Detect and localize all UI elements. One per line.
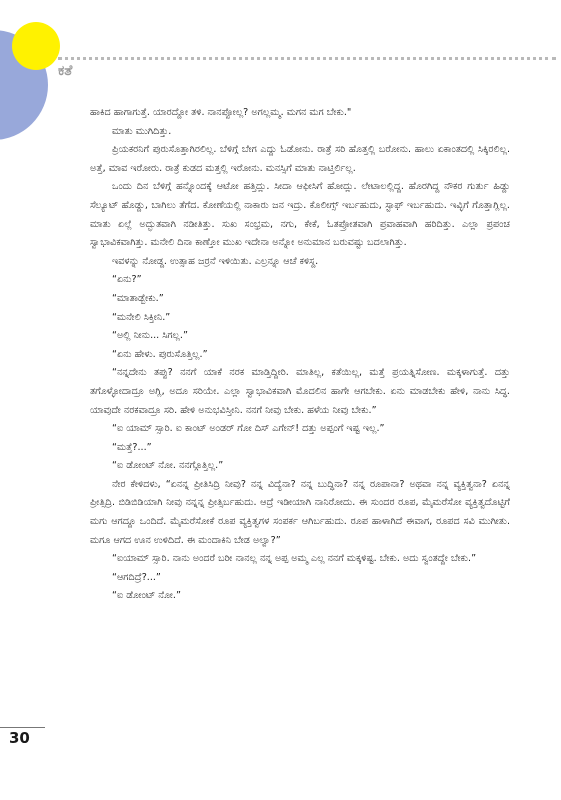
dialogue-paragraph: ನೇರ ಕೇಳಿದಳು, “ಏನನ್ನ ಪ್ರೀತಿಸಿದ್ರಿ ನೀವು? ನನ್ನ ವಿದ್ಯೆನಾ? ನನ್ನ ಬುದ್ಧಿನಾ? ನನ್ನ ರೂಪಾನಾ? ಅಥವಾ ನನ್ನ ವ್ಯಕ್ತಿತ್ವನಾ? ಏನನ್ನ ಪ್ರೀತ್ಸಿದ್ರಿ. ಬಿಡಿಬಿಡಿಯಾಗಿ ನೀವು ನನ್ನನ್ನ ಪ್ರೀತ್ಸಿರ್ಬಹುದು. ಆದ್ರೆ ಇಡೀಯಾಗಿ ನಾನಿರೋದು. ಈ ಸುಂದರ ರೂಪ, ಮೈಮರೆಸೋ ವ್ಯಕ್ತಿತ್ವದೊಟ್ಟಿಗೆ ಮಗು ಆಗದ್ದೂ ಒಂದಿದೆ. ಮೈಮರೆಸೋಕೆ ರೂಪ ವ್ಯಕ್ತಿತ್ವಗಳ ಸಂಪರ್ಕ ಆಗಿರ್ಬಹುದು. ರೂಪ ಹಾಳಾಗಿದೆ ಈವಾಗ, ರೂಪದ ಸವಿ ಮುಗೀತು. ಮಗೂ ಆಗದ ಊನ ಉಳಿದಿದೆ. ಈ ಮಂದಾಕಿನಿ ಬೇಡ ಅಲ್ವಾ?” <box>90 478 510 546</box>
paragraph: ಒಂದು ದಿನ ಬೆಳಿಗ್ಗೆ ಹನ್ನೊಂದಕ್ಕೆ ಆಟೋ ಹತ್ತಿದ್ಲು. ಸೀದಾ ಆಫೀಸಿಗೆ ಹೋದ್ಲು. ಲೇಟಾಲಲ್ಲಿದ್ದ. ಹೊರಗಿದ್ದ ನೌಕರ ಗುರ್ತು ಹಿಡ್ದು ಸೆಲ್ಯೂಟ್ ಹೊಡ್ದು, ಬಾಗಿಲು ತೆಗೆದ. ಕೋಣೆಯಲ್ಲಿ ನಾಕಾರು ಜನ ಇದ್ರು. ಕೊಲೀಗ್ಸ್ ಇರ್ಬಹುದು, ಸ್ಟಾಫ್ ಇರ್ಬಹುದು. ಇವ್ಳಿಗೆ ಗೊತ್ತಾಗ್ಲಿಲ್ಲ. ಮಾತು ಏಲ್ಲೆ ಅದ್ಭುತವಾಗಿ ನಡೀತಿತ್ತು. ಸುಖ ಸಂಭ್ರಮ, ನಗು, ಕೇಕೆ, ಓತಪ್ರೋತವಾಗಿ ಪ್ರವಾಹವಾಗಿ ಹರಿದಿತ್ತು. ಎಲ್ಲಾ ಪ್ರಪಂಚ ಸ್ವಾಭಾವಿಕವಾಗಿತ್ತು. ಮನೇಲಿ ದಿನಾ ಕಾಣ್ತೋ ಮುಖ ಇದೇನಾ ಅನ್ನೋ ಅನುಮಾನ ಬರುವಷ್ಟು ಬದಲಾಗಿತ್ತು. <box>90 181 510 249</box>
decorative-yellow-circle <box>12 22 60 70</box>
dotted-header-rule <box>58 57 556 60</box>
dialogue-paragraph: “ಐಯಾಮ್ ಸ್ಸಾರಿ. ನಾನು ಅಂದರೆ ಬರೀ ನಾನಲ್ಲ ನನ್ನ ಅಪ್ಪ ಅಮ್ಮ ಎಲ್ಲ ನನಗೆ ಮಕ್ಕಳಿಷ್ಟ. ಬೇಕು. ಅದು ಸ್ವಂತದ್ದೇ ಬೇಕು.” <box>112 553 477 565</box>
dialogue-line: “ಐ ಯಾಮ್ ಸ್ಸಾರಿ. ಐ ಕಾಂಟ್ ಅಂಡರ್ ಗೋ ದಿಸ್ ಎಗೇನ್! ದತ್ತು ಅಪ್ಪಂಗೆ ಇಷ್ಟ ಇಲ್ಲ.” <box>112 423 385 435</box>
dialogue-line: “ಮತ್ತೆ?...” <box>112 441 152 453</box>
dialogue-line: “ಮನೇಲಿ ಸಿಕ್ತೀನಿ.” <box>112 311 171 323</box>
dialogue-line: “ಏನು ಹೇಳು. ಪುರುಸೊತ್ತಿಲ್ಲ.” <box>112 348 208 360</box>
dialogue-paragraph: “ನನ್ನದೇನು ತಪ್ಪು? ನನಗೆ ಯಾಕೆ ನರಕ ಮಾಡ್ತಿದ್ದೀರಿ. ಮಾತಿಲ್ಲ, ಕತೆಯಿಲ್ಲ, ಮತ್ತೆ ಪ್ರಯತ್ನಿಸೋಣ. ಮಕ್ಕಳಾಗುತ್ತೆ. ದತ್ತು ತಗೊಳ್ಳೋದಾದ್ರೂ ಅಗ್ಲಿ, ಅದೂ ಸರಿಯೇ. ಎಲ್ಲಾ ಸ್ವಾಭಾವಿಕವಾಗಿ ಮೊದಲಿನ ಹಾಗೇ ಆಗಬೇಕು. ಏನು ಮಾಡಬೇಕು ಹೇಳಿ, ನಾನು ಸಿದ್ಧ. ಯಾವುದೇ ನರಕವಾದ್ರೂ ಸರಿ. ಹೇಳಿ ಅನುಭವಿಸ್ತೀನಿ. ನನಗೆ ನೀವು ಬೇಕು. ಹಳೆಯ ನೀವು ಬೇಕು.” <box>90 367 510 416</box>
dialogue-line: “ಅಲ್ಲಿ ನೀನು... ಸಿಗಲ್ಲ.” <box>112 330 188 342</box>
dialogue-line: “ಐ ಡೋಂಟ್ ನೋ. ನನಗ್ಗೊತ್ತಿಲ್ಲ.” <box>112 460 224 472</box>
paragraph: ಇವಳನ್ನು ನೋಡ್ದ. ಉತ್ಸಾಹ ಜರ್ರನೆ ಇಳಿಯಿತು. ಎಲ್ರನ್ನೂ ಆಚೆ ಕಳಿಸ್ದ. <box>112 255 319 267</box>
page-number-rule <box>0 727 45 728</box>
dialogue-line: “ಏನು?” <box>112 274 142 286</box>
paragraph: ಮಾತು ಮುಗಿದಿತ್ತು. <box>112 125 172 137</box>
paragraph: ಹಾಕಿದ ಹಾಗಾಗುತ್ತೆ. ಯಾರದ್ದೋ ತಳಿ. ನಾನಪ್ಪೋಲ್ಲ? ಅಗಲ್ಲಮ್ಮ. ಮಗನ ಮಗ ಬೇಕು." <box>90 107 352 118</box>
paragraph: ಪ್ರಿಯಕರನಿಗೆ ಪುರುಸೊತ್ತಾಗಿರಲಿಲ್ಲ. ಬೆಳಿಗ್ಗೆ ಬೇಗ ಎದ್ದು ಓಡೋನು. ರಾತ್ರೆ ಸರಿ ಹೊತ್ತಲ್ಲಿ ಬರೋನು. ಹಾಲು ಏಕಾಂತದಲ್ಲಿ ಸಿಕ್ಕಿರಲಿಲ್ಲ. ಅತ್ತೆ, ಮಾವ ಇರೋರು. ರಾತ್ರೆ ಕುಡದ ಮತ್ತಲ್ಲಿ ಇರೋನು. ಮನಸ್ಸಿಗೆ ಮಾತು ನಾಟ್ತಿರ್ಲಿಲ್ಲ. <box>90 144 510 174</box>
story-text <box>90 104 510 606</box>
dialogue-line: “ಮಾತಾಡ್ಬೇಕು.” <box>112 292 164 304</box>
section-title: ಕತೆ <box>58 63 73 79</box>
page-number: 30 <box>9 729 30 747</box>
dialogue-line: “ಐ ಡೋಂಟ್ ನೋ.” <box>112 590 181 602</box>
dialogue-line: “ಆಗದಿದ್ರೆ?...” <box>112 571 161 583</box>
